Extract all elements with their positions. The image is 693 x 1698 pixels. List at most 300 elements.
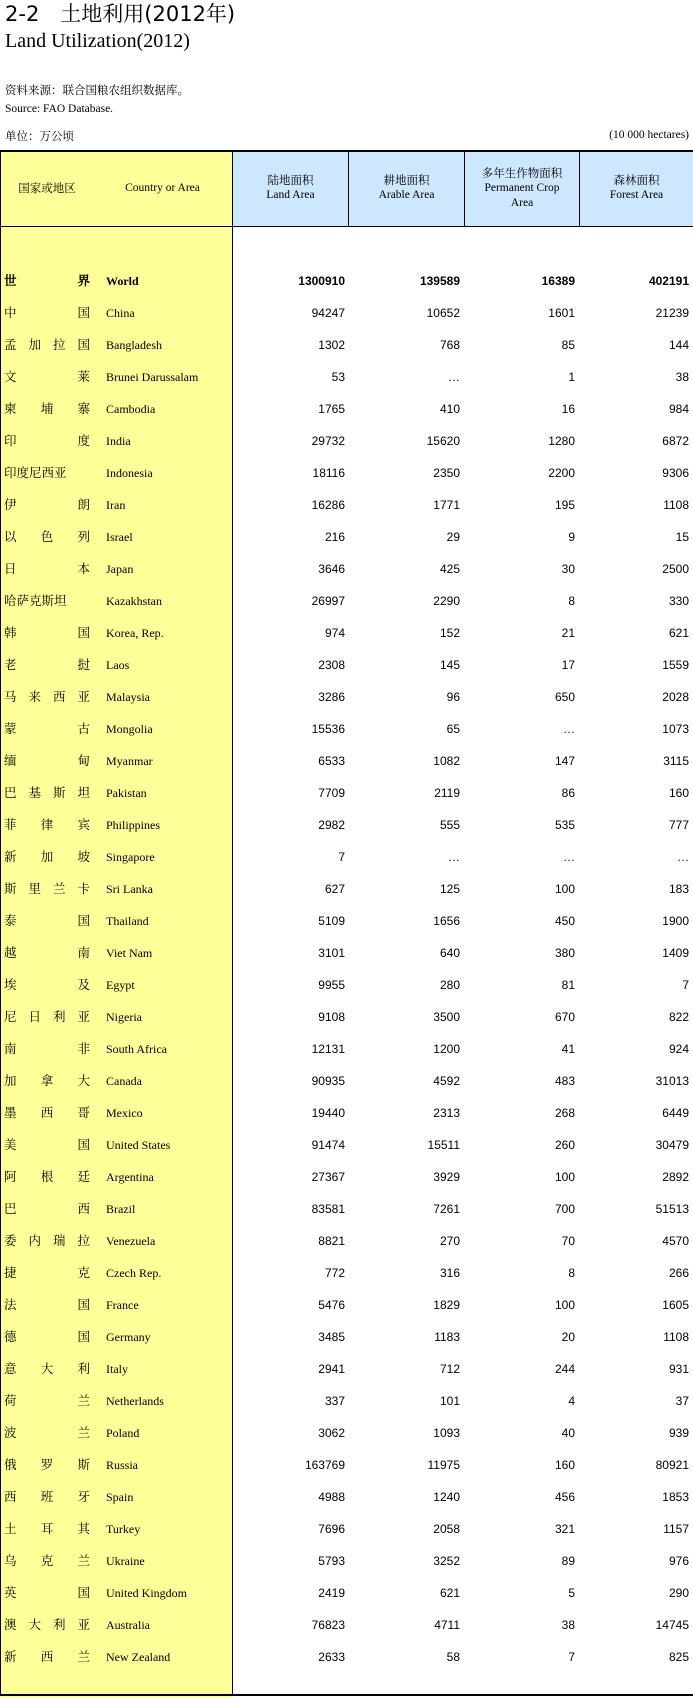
arable-area-value: 11975: [427, 1458, 460, 1472]
table-row: [0, 1481, 693, 1513]
permanent-crop-value: 5: [568, 1586, 575, 1600]
forest-area-value: 14745: [655, 1618, 689, 1632]
table-row: [0, 1577, 693, 1609]
forest-area-value: …: [677, 850, 689, 864]
arable-area-value: 316: [439, 1266, 460, 1280]
country-name-en: Indonesia: [106, 466, 153, 480]
country-name-cn: 越南: [4, 945, 90, 960]
country-name-en: New Zealand: [106, 1650, 171, 1664]
header-land-en: Land Area: [266, 189, 315, 201]
arable-area-value: 280: [439, 978, 460, 992]
forest-area-value: 9306: [662, 466, 689, 480]
permanent-crop-value: …: [563, 850, 575, 864]
permanent-crop-value: 700: [554, 1202, 575, 1216]
land-area-value: 2982: [318, 818, 345, 832]
table-row: [0, 1129, 693, 1161]
table-row: [0, 393, 693, 425]
table-row: [0, 1097, 693, 1129]
land-area-value: 337: [324, 1394, 345, 1408]
forest-area-value: 939: [668, 1426, 689, 1440]
table-row: [0, 1289, 693, 1321]
permanent-crop-value: 380: [554, 946, 575, 960]
permanent-crop-value: 16389: [541, 274, 575, 288]
forest-area-value: 1108: [663, 1330, 689, 1344]
land-area-value: 16286: [311, 498, 345, 512]
permanent-crop-value: 244: [554, 1362, 575, 1376]
table-row: [0, 553, 693, 585]
land-area-value: 163769: [304, 1458, 345, 1472]
country-name-cn: 印度尼西亚: [4, 465, 67, 480]
land-area-value: 3062: [318, 1426, 345, 1440]
arable-area-value: 1829: [433, 1298, 460, 1312]
country-name-cn: 西班牙: [4, 1489, 90, 1504]
forest-area-value: 37: [675, 1394, 689, 1408]
country-name-cn: 尼日利亚: [4, 1009, 90, 1024]
table-row: [0, 905, 693, 937]
country-name-en: India: [106, 434, 131, 448]
permanent-crop-value: 450: [554, 914, 575, 928]
country-name-en: Bangladesh: [106, 338, 162, 352]
arable-area-value: 1656: [433, 914, 460, 928]
country-name-en: China: [106, 306, 135, 320]
country-name-en: Mexico: [106, 1106, 143, 1120]
country-name-en: Germany: [106, 1330, 151, 1344]
country-name-en: Viet Nam: [106, 946, 153, 960]
forest-area-value: 144: [668, 338, 689, 352]
country-name-cn: 巴西: [4, 1201, 90, 1216]
land-area-value: 216: [324, 530, 345, 544]
country-name-cn: 法国: [4, 1297, 90, 1312]
country-name-en: Netherlands: [106, 1394, 164, 1408]
table-row: [0, 809, 693, 841]
header-arable-cn: 耕地面积: [383, 173, 430, 187]
forest-area-value: 825: [668, 1650, 689, 1664]
forest-area-value: 38: [675, 370, 689, 384]
arable-area-value: 1240: [433, 1490, 460, 1504]
country-name-en: Iran: [106, 498, 126, 512]
permanent-crop-value: 160: [554, 1458, 575, 1472]
country-name-cn: 马来西亚: [4, 689, 90, 704]
permanent-crop-value: 260: [554, 1138, 575, 1152]
country-name-en: Egypt: [106, 978, 135, 992]
table-row: [0, 1193, 693, 1225]
arable-area-value: 4711: [434, 1618, 460, 1632]
country-name-en: Ukraine: [106, 1554, 145, 1568]
arable-area-value: 15620: [426, 434, 460, 448]
country-name-cn: 德国: [4, 1329, 90, 1344]
header-country-en: Country or Area: [125, 181, 200, 194]
header-forest-cn: 森林面积: [613, 173, 660, 187]
arable-area-value: 2313: [433, 1106, 460, 1120]
land-area-value: 2308: [318, 658, 345, 672]
permanent-crop-value: 535: [554, 818, 575, 832]
arable-area-value: 96: [446, 690, 460, 704]
land-area-value: 1765: [318, 402, 345, 416]
land-area-value: 2419: [318, 1586, 345, 1600]
header-land-area: [233, 150, 348, 226]
forest-area-value: 51513: [655, 1202, 689, 1216]
land-area-value: 26997: [311, 594, 345, 608]
land-area-value: 6533: [318, 754, 345, 768]
forest-area-value: 160: [668, 786, 689, 800]
country-name-cn: 委内瑞拉: [4, 1233, 90, 1248]
table-row: [0, 585, 693, 617]
country-name-en: Kazakhstan: [106, 594, 162, 608]
arable-area-value: 1771: [433, 498, 460, 512]
permanent-crop-value: 268: [554, 1106, 575, 1120]
country-name-en: Venezuela: [106, 1234, 156, 1248]
table-row: [0, 777, 693, 809]
country-name-cn: 英国: [4, 1585, 90, 1600]
forest-area-value: 1073: [662, 722, 689, 736]
forest-area-value: 924: [668, 1042, 689, 1056]
land-area-value: 53: [331, 370, 345, 384]
table-row: [0, 297, 693, 329]
table-row: [0, 937, 693, 969]
country-name-cn: 乌克兰: [4, 1553, 90, 1568]
permanent-crop-value: 41: [561, 1042, 575, 1056]
land-area-value: 3101: [318, 946, 345, 960]
table-row: [0, 1161, 693, 1193]
table-row: [0, 1225, 693, 1257]
land-area-value: 974: [324, 626, 345, 640]
permanent-crop-value: 17: [561, 658, 575, 672]
country-name-en: Argentina: [106, 1170, 154, 1184]
land-area-value: 4988: [318, 1490, 345, 1504]
arable-area-value: 29: [446, 530, 460, 544]
table-row: [0, 265, 693, 297]
land-area-value: 7696: [318, 1522, 345, 1536]
country-name-cn: 埃及: [4, 977, 90, 992]
source-note-en: Source: FAO Database.: [5, 103, 114, 115]
arable-area-value: 125: [439, 882, 460, 896]
arable-area-value: 139589: [419, 274, 460, 288]
arable-area-value: 152: [439, 626, 460, 640]
country-name-en: Philippines: [106, 818, 161, 832]
table-row: [0, 649, 693, 681]
forest-area-value: 1559: [662, 658, 689, 672]
country-name-en: Cambodia: [106, 402, 156, 416]
country-name-cn: 巴基斯坦: [4, 785, 90, 800]
country-name-cn: 韩国: [4, 625, 90, 640]
country-name-en: Canada: [106, 1074, 142, 1088]
forest-area-value: 2500: [662, 562, 689, 576]
table-row: [0, 489, 693, 521]
country-name-en: Laos: [106, 658, 130, 672]
country-name-cn: 缅甸: [4, 753, 90, 768]
land-area-value: 8821: [318, 1234, 345, 1248]
forest-area-value: 2892: [662, 1170, 689, 1184]
arable-area-value: 145: [439, 658, 460, 672]
permanent-crop-value: 40: [561, 1426, 575, 1440]
forest-area-value: 1605: [662, 1298, 689, 1312]
permanent-crop-value: 650: [554, 690, 575, 704]
land-area-value: 19440: [311, 1106, 345, 1120]
forest-area-value: 402191: [648, 274, 689, 288]
arable-area-value: 3252: [433, 1554, 460, 1568]
country-name-en: Spain: [106, 1490, 134, 1504]
country-name-cn: 蒙古: [4, 721, 90, 736]
permanent-crop-value: 100: [554, 882, 575, 896]
country-name-cn: 世界: [4, 273, 90, 288]
permanent-crop-value: 321: [554, 1522, 575, 1536]
arable-area-value: …: [448, 370, 460, 384]
forest-area-value: 984: [668, 402, 689, 416]
country-name-cn: 伊朗: [4, 497, 90, 512]
country-name-cn: 日本: [4, 561, 90, 576]
country-name-cn: 新西兰: [4, 1649, 90, 1664]
permanent-crop-value: 2200: [548, 466, 575, 480]
land-area-value: 15536: [311, 722, 345, 736]
header-arable-area: [349, 150, 464, 226]
arable-area-value: 3929: [433, 1170, 460, 1184]
forest-area-value: 931: [668, 1362, 689, 1376]
country-name-en: Brazil: [106, 1202, 136, 1216]
permanent-crop-value: 81: [561, 978, 575, 992]
land-area-value: 3485: [318, 1330, 345, 1344]
table-row: [0, 969, 693, 1001]
land-area-value: 7709: [318, 786, 345, 800]
country-name-en: Australia: [106, 1618, 150, 1632]
land-area-value: 1302: [318, 338, 345, 352]
forest-area-value: 621: [668, 626, 689, 640]
permanent-crop-value: 16: [561, 402, 575, 416]
country-name-cn: 新加坡: [4, 849, 90, 864]
forest-area-value: 1409: [662, 946, 689, 960]
unit-label-cn: 单位：万公顷: [5, 129, 74, 143]
country-name-cn: 哈萨克斯坦: [4, 593, 67, 608]
country-name-en: Thailand: [106, 914, 149, 928]
forest-area-value: 6449: [662, 1106, 689, 1120]
forest-area-value: 290: [668, 1586, 689, 1600]
forest-area-value: 266: [668, 1266, 689, 1280]
table-row: [0, 841, 693, 873]
permanent-crop-value: 70: [561, 1234, 575, 1248]
land-area-value: 7: [338, 850, 345, 864]
table-row: [0, 1033, 693, 1065]
table-top-rule: [0, 150, 693, 152]
forest-area-value: 1853: [662, 1490, 689, 1504]
forest-area-value: 330: [668, 594, 689, 608]
permanent-crop-value: 86: [561, 786, 575, 800]
table-row: [0, 1353, 693, 1385]
permanent-crop-value: …: [563, 722, 575, 736]
table-row: [0, 745, 693, 777]
arable-area-value: 425: [439, 562, 460, 576]
table-row: [0, 681, 693, 713]
header-permanent-crop: [465, 150, 579, 226]
page-title-cn: 2-2 土地利用(2012年): [5, 2, 236, 26]
arable-area-value: 101: [439, 1394, 460, 1408]
country-name-en: Pakistan: [106, 786, 147, 800]
land-area-value: 9108: [318, 1010, 345, 1024]
arable-area-value: 4592: [433, 1074, 460, 1088]
land-area-value: 5793: [318, 1554, 345, 1568]
country-name-en: Czech Rep.: [106, 1266, 162, 1280]
table-bottom-rule: [0, 1694, 693, 1696]
land-area-value: 91474: [311, 1138, 345, 1152]
table-row: [0, 1257, 693, 1289]
forest-area-value: 183: [668, 882, 689, 896]
permanent-crop-value: 100: [554, 1170, 575, 1184]
table-row: [0, 617, 693, 649]
country-name-en: Israel: [106, 530, 133, 544]
table-row: [0, 1641, 693, 1673]
country-name-en: Nigeria: [106, 1010, 142, 1024]
permanent-crop-value: 195: [554, 498, 575, 512]
forest-area-value: 15: [675, 530, 689, 544]
country-name-cn: 斯里兰卡: [4, 881, 90, 896]
forest-area-value: 7: [682, 978, 689, 992]
arable-area-value: 712: [439, 1362, 460, 1376]
land-area-value: 76823: [311, 1618, 345, 1632]
arable-area-value: 1082: [433, 754, 460, 768]
land-area-value: 29732: [311, 434, 345, 448]
permanent-crop-value: 1280: [548, 434, 575, 448]
arable-area-value: 3500: [433, 1010, 460, 1024]
country-name-cn: 印度: [4, 433, 90, 448]
country-name-cn: 孟加拉国: [4, 337, 90, 352]
header-country-cn-cell: [1, 150, 93, 226]
forest-area-value: 6872: [662, 434, 689, 448]
country-name-cn: 南非: [4, 1041, 90, 1056]
arable-area-value: 58: [446, 1650, 460, 1664]
table-row: [0, 1065, 693, 1097]
land-area-value: 27367: [311, 1170, 345, 1184]
land-area-value: 3646: [318, 562, 345, 576]
header-forest-area: [580, 150, 693, 226]
table-body: [0, 265, 693, 1673]
arable-area-value: 1183: [434, 1330, 460, 1344]
country-name-en: Poland: [106, 1426, 140, 1440]
header-arable-en: Arable Area: [378, 189, 435, 201]
arable-area-value: 555: [439, 818, 460, 832]
table-row: [0, 521, 693, 553]
permanent-crop-value: 89: [561, 1554, 575, 1568]
country-name-cn: 以色列: [4, 529, 90, 544]
country-name-en: Malaysia: [106, 690, 150, 704]
permanent-crop-value: 85: [561, 338, 575, 352]
table-row: [0, 1417, 693, 1449]
land-area-value: 83581: [311, 1202, 345, 1216]
country-name-en: Russia: [106, 1458, 139, 1472]
permanent-crop-value: 4: [568, 1394, 575, 1408]
country-name-cn: 意大利: [4, 1361, 90, 1376]
table-row: [0, 1609, 693, 1641]
land-area-value: 9955: [318, 978, 345, 992]
country-name-cn: 泰国: [4, 913, 90, 928]
permanent-crop-value: 38: [561, 1618, 575, 1632]
country-name-en: Korea, Rep.: [106, 626, 164, 640]
permanent-crop-value: 30: [561, 562, 575, 576]
country-name-cn: 加拿大: [4, 1073, 90, 1088]
permanent-crop-value: 20: [561, 1330, 575, 1344]
forest-area-value: 30479: [655, 1138, 689, 1152]
page-title-en: Land Utilization(2012): [5, 30, 190, 52]
forest-area-value: 2028: [662, 690, 689, 704]
permanent-crop-value: 9: [568, 530, 575, 544]
table-row: [0, 457, 693, 489]
country-name-cn: 土耳其: [4, 1521, 90, 1536]
arable-area-value: 1093: [433, 1426, 460, 1440]
forest-area-value: 1157: [663, 1522, 689, 1536]
arable-area-value: 640: [439, 946, 460, 960]
land-area-value: 5109: [318, 914, 345, 928]
forest-area-value: 1900: [662, 914, 689, 928]
table-row: [0, 1545, 693, 1577]
country-name-en: Turkey: [106, 1522, 141, 1536]
forest-area-value: 80921: [655, 1458, 689, 1472]
land-area-value: 18116: [312, 466, 345, 480]
table-row: [0, 361, 693, 393]
permanent-crop-value: 456: [554, 1490, 575, 1504]
country-name-en: Mongolia: [106, 722, 153, 736]
country-name-cn: 文莱: [4, 369, 90, 384]
country-name-cn: 阿根廷: [4, 1169, 90, 1184]
land-area-value: 5476: [318, 1298, 345, 1312]
table-row: [0, 425, 693, 457]
forest-area-value: 777: [668, 818, 689, 832]
forest-area-value: 4570: [662, 1234, 689, 1248]
land-area-value: 2941: [318, 1362, 345, 1376]
table-row: [0, 1385, 693, 1417]
country-name-cn: 墨西哥: [4, 1105, 90, 1120]
country-name-cn: 波兰: [4, 1425, 90, 1440]
header-perm-en1: Permanent Crop: [484, 181, 560, 194]
country-name-en: United Kingdom: [106, 1586, 187, 1600]
country-name-cn: 荷兰: [4, 1393, 90, 1408]
arable-area-value: 2290: [433, 594, 460, 608]
forest-area-value: 1108: [663, 498, 689, 512]
header-bottom-rule: [0, 226, 693, 227]
land-area-value: 12131: [311, 1042, 345, 1056]
header-perm-cn: 多年生作物面积: [481, 165, 563, 180]
country-name-en: France: [106, 1298, 139, 1312]
header-perm-en2: Area: [510, 196, 534, 209]
country-name-cn: 俄罗斯: [4, 1457, 90, 1472]
land-area-value: 94247: [311, 306, 345, 320]
arable-area-value: 768: [439, 338, 460, 352]
country-name-en: Italy: [106, 1362, 128, 1376]
land-utilization-table: [0, 150, 693, 1698]
arable-area-value: 10652: [426, 306, 460, 320]
country-name-cn: 柬埔寨: [4, 401, 90, 416]
country-name-en: South Africa: [106, 1042, 167, 1056]
permanent-crop-value: 8: [568, 1266, 575, 1280]
country-name-en: World: [106, 274, 139, 288]
country-name-en: Sri Lanka: [106, 882, 153, 896]
arable-area-value: 15511: [427, 1138, 460, 1152]
country-name-en: United States: [106, 1138, 171, 1152]
country-name-cn: 澳大利亚: [4, 1617, 90, 1632]
land-area-value: 772: [324, 1266, 345, 1280]
permanent-crop-value: 7: [568, 1650, 575, 1664]
arable-area-value: 410: [439, 402, 460, 416]
arable-area-value: 270: [439, 1234, 460, 1248]
country-name-cn: 老挝: [4, 657, 90, 672]
country-name-cn: 捷克: [4, 1265, 90, 1280]
land-area-value: 2633: [318, 1650, 345, 1664]
arable-area-value: 621: [439, 1586, 460, 1600]
unit-label-en: (10 000 hectares): [609, 129, 689, 141]
table-row: [0, 873, 693, 905]
table-row: [0, 1001, 693, 1033]
country-name-en: Myanmar: [106, 754, 153, 768]
land-area-value: 90935: [311, 1074, 345, 1088]
header-land-cn: 陆地面积: [267, 173, 314, 187]
country-name-en: Brunei Darussalam: [106, 370, 199, 384]
header-divider-3: [579, 150, 580, 226]
